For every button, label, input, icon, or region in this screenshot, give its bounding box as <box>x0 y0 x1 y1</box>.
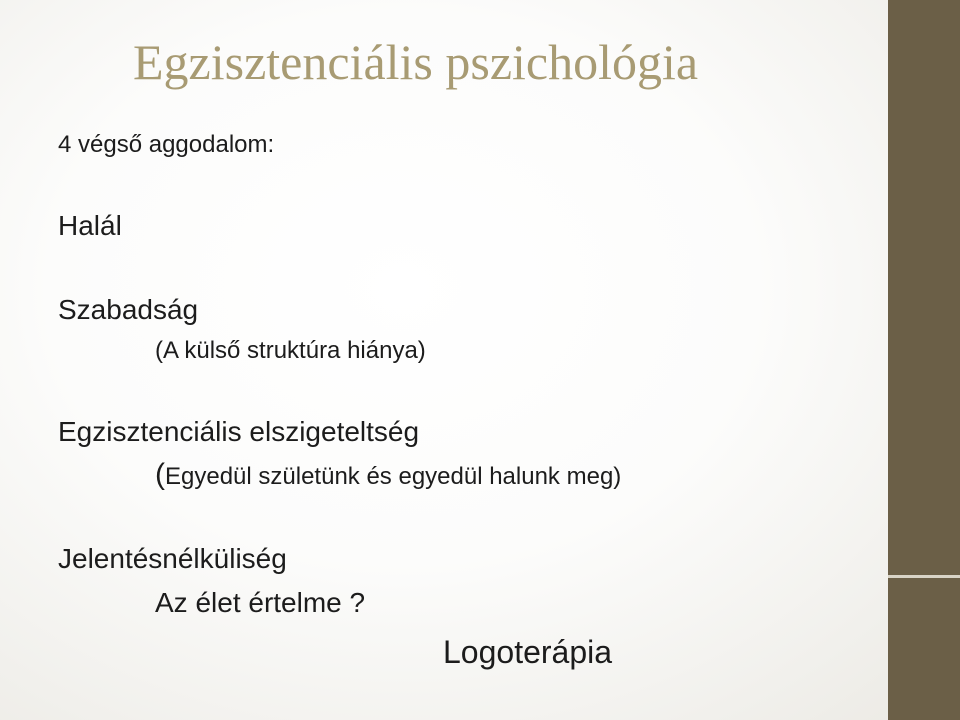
open-paren: ( <box>155 458 165 491</box>
logotherapy-term: Logoterápia <box>443 634 613 670</box>
concern-freedom: Szabadság <box>58 294 199 325</box>
decorative-side-bar-top <box>888 0 960 575</box>
decorative-side-bar-bottom <box>888 578 960 720</box>
concern-freedom-note: (A külső struktúra hiánya) <box>155 337 426 364</box>
concern-meaninglessness-note: Az élet értelme ? <box>155 587 366 618</box>
slide-title: Egzisztenciális pszichológia <box>133 34 699 90</box>
concern-isolation-note-text: Egyedül születünk és egyedül halunk meg) <box>165 463 622 490</box>
concern-isolation-note <box>155 459 621 493</box>
concern-meaninglessness: Jelentésnélküliség <box>58 543 287 574</box>
intro-text: 4 végső aggodalom: <box>58 131 275 158</box>
concern-isolation: Egzisztenciális elszigeteltség <box>58 416 420 447</box>
concern-death: Halál <box>58 210 122 241</box>
